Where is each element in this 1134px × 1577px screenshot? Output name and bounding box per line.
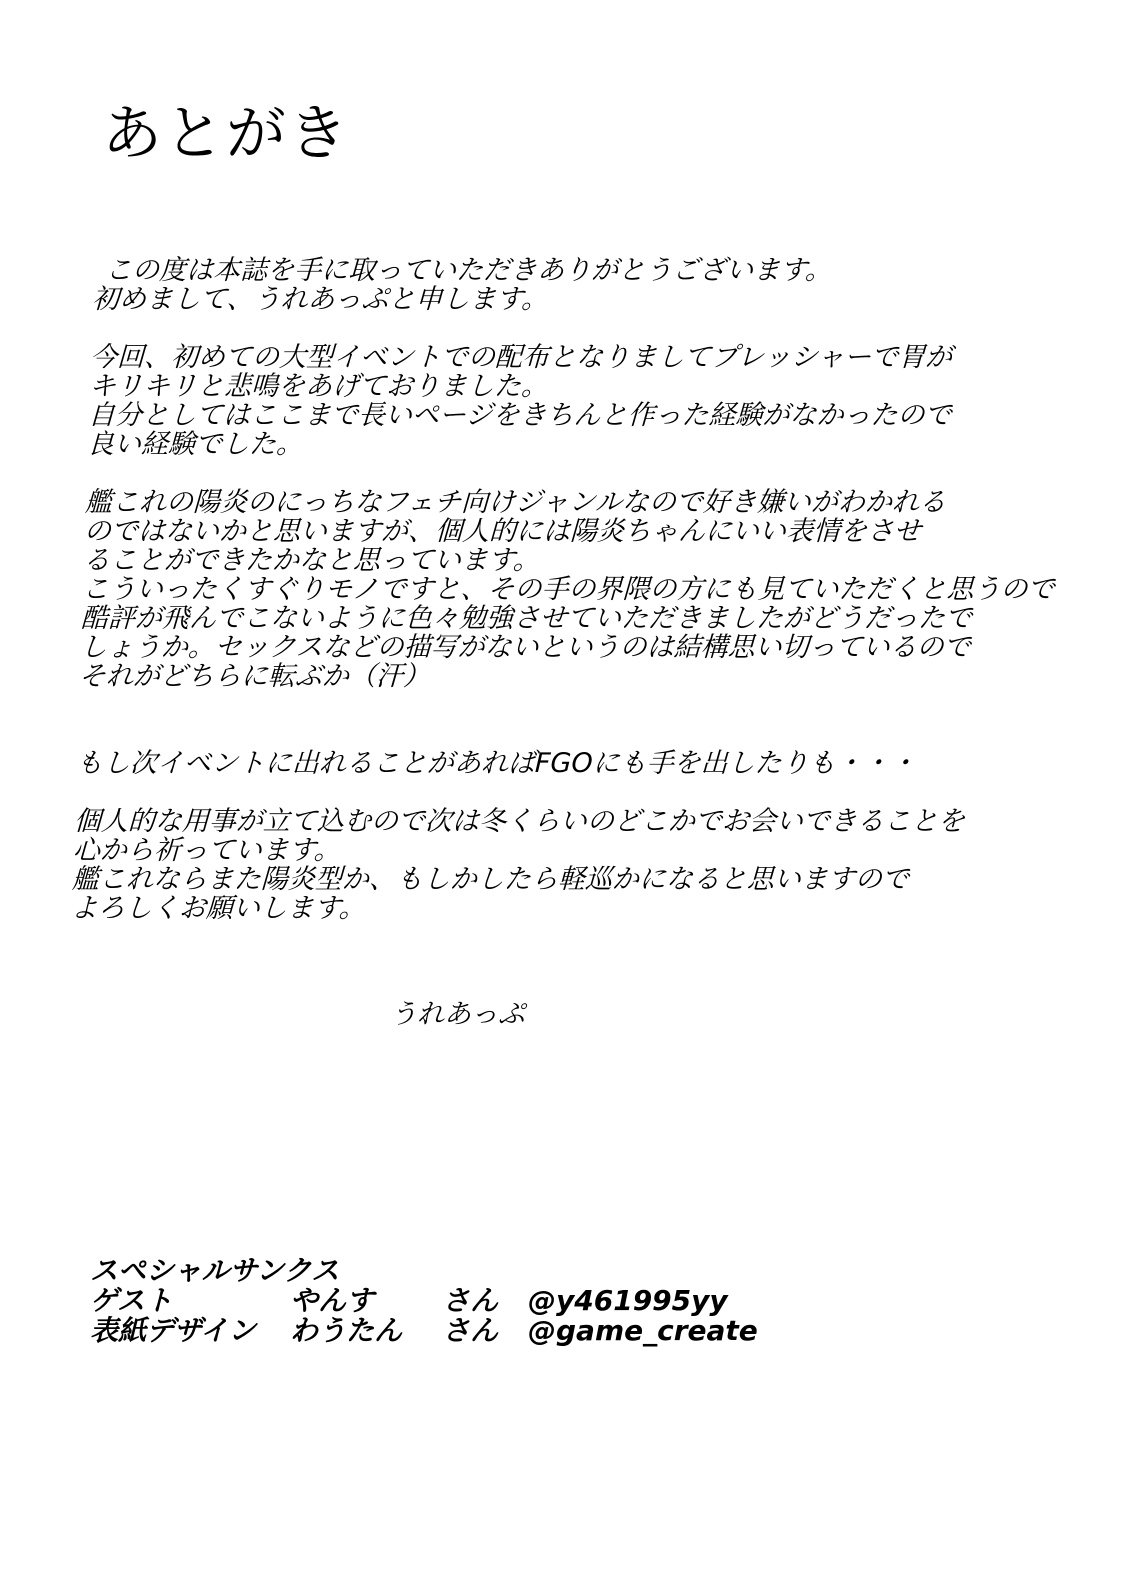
paragraph-gap bbox=[74, 778, 1075, 807]
text-line: それがどちらに転ぶか（汗） bbox=[78, 661, 431, 692]
paragraph-gap bbox=[91, 314, 1092, 343]
paragraph-event bbox=[87, 343, 1091, 459]
credit-handle: @y461995yy bbox=[528, 1284, 728, 1317]
text-line: 酷評が飛んでこないように色々勉強させていただきましたがどうだったで bbox=[80, 603, 973, 634]
text-line: しょうか。セックスなどの描写がないというのは結構思い切っているので bbox=[79, 632, 972, 663]
text-line: もし次イベントに出れることがあればFGOにも手を出したりも・・・ bbox=[75, 748, 918, 779]
text-line: 良い経験でした。 bbox=[86, 429, 304, 460]
text-line: 個人的な用事が立て込むので次は冬くらいのどこかでお会いできることを bbox=[73, 806, 966, 837]
afterword-body bbox=[70, 256, 1093, 923]
text-line: こういったくすぐりモノですと、その手の界隈の方にも見ていただくと思うので bbox=[81, 574, 1056, 605]
text-line: 艦これの陽炎のにっちなフェチ向けジャンルなので好き嫌いがわかれる bbox=[84, 487, 947, 518]
paragraph-greeting bbox=[92, 256, 1094, 314]
credit-role: 表紙デザイン bbox=[90, 1314, 257, 1347]
text-line: この度は本誌を手に取っていただきありがとうございます。 bbox=[104, 255, 833, 286]
text-line: 艦これならまた陽炎型か、もしかしたら軽巡かになると思いますので bbox=[71, 864, 910, 895]
credit-name: わうたん bbox=[290, 1314, 403, 1347]
text-line: よろしくお願いします。 bbox=[70, 893, 367, 924]
paragraph-next-event bbox=[75, 749, 1076, 778]
paragraph-gap bbox=[86, 459, 1087, 488]
text-line: 初めまして、うれあっぷと申します。 bbox=[91, 284, 549, 315]
credit-role: ゲスト bbox=[90, 1284, 173, 1317]
text-line: キリキリと悲鳴をあげておりました。 bbox=[88, 371, 549, 402]
credit-name: やんす bbox=[290, 1284, 375, 1317]
credit-honorific: さん bbox=[442, 1284, 499, 1317]
text-line: 心から祈っています。 bbox=[72, 835, 342, 866]
author-signature: うれあっぷ bbox=[390, 999, 525, 1030]
text-line: のではないかと思いますが、個人的には陽炎ちゃんにいい表情をさせ bbox=[83, 516, 922, 547]
paragraph-content bbox=[78, 488, 1085, 691]
credit-handle: @game_create bbox=[528, 1314, 758, 1347]
text-line: 今回、初めての大型イベントでの配布となりましてプレッシャーで胃が bbox=[89, 342, 953, 373]
paragraph-closing bbox=[70, 807, 1074, 923]
paragraph-gap bbox=[76, 691, 1078, 749]
special-thanks bbox=[90, 1254, 758, 1347]
page-title: あとがき bbox=[102, 99, 350, 169]
special-thanks-heading: スペシャルサンクス bbox=[90, 1254, 340, 1287]
text-line: 自分としてはここまで長いページをきちんと作った経験がなかったので bbox=[87, 400, 953, 431]
credit-honorific: さん bbox=[442, 1314, 499, 1347]
credit-row-guest bbox=[90, 1284, 728, 1317]
credit-row-cover-design bbox=[90, 1314, 758, 1347]
text-line: ることができたかなと思っています。 bbox=[82, 545, 541, 576]
